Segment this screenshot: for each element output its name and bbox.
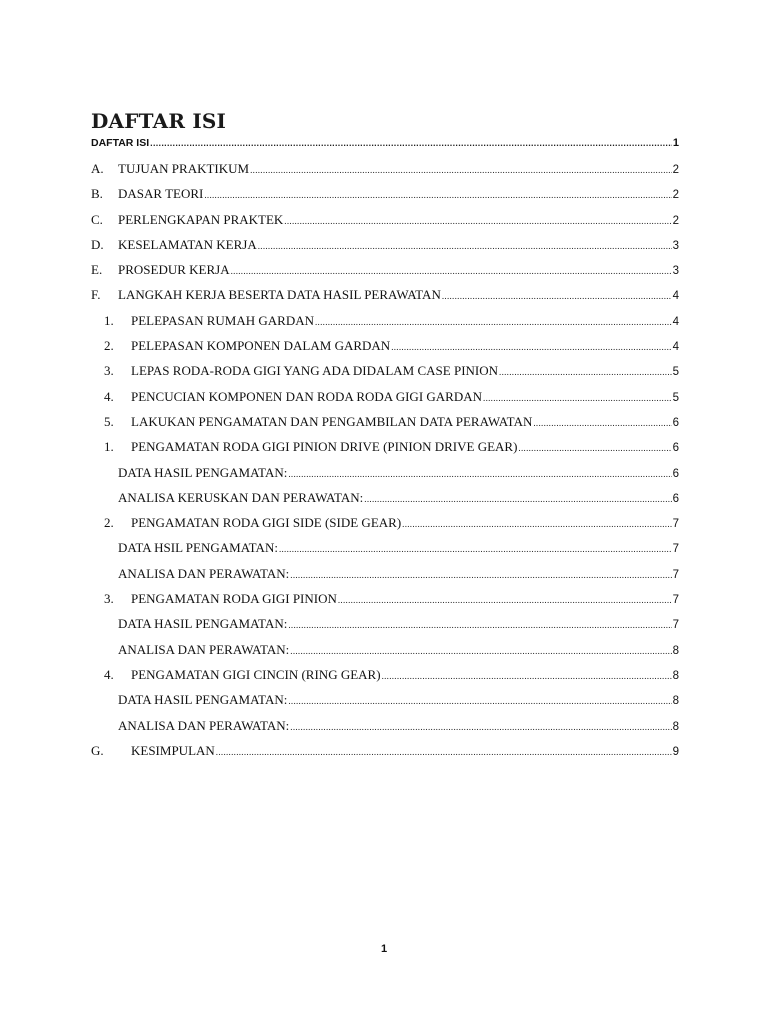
- toc-entry-page: 5: [672, 366, 679, 379]
- toc-entry-label: DATA HASIL PENGAMATAN:: [118, 616, 288, 632]
- toc-entry-page: 8: [672, 669, 679, 682]
- toc-entry-page: 3: [672, 239, 679, 252]
- toc-entry-number: A.: [91, 161, 104, 176]
- toc-entry-label: TUJUAN PRAKTIKUM: [118, 161, 250, 176]
- toc-entry-page: 5: [672, 391, 679, 404]
- toc-entry-label: PENGAMATAN GIGI CINCIN (RING GEAR): [131, 666, 381, 682]
- toc-entry-label: DATA HASIL PENGAMATAN:: [118, 692, 288, 708]
- dot-leader: [258, 234, 672, 259]
- toc-entry-number: 2.: [104, 515, 114, 531]
- toc-entry[interactable]: [91, 738, 679, 763]
- toc-entry-page: 2: [672, 164, 679, 176]
- toc-entry[interactable]: [91, 434, 679, 459]
- toc-entry[interactable]: [91, 333, 679, 358]
- toc-entry-page: 6: [672, 467, 679, 480]
- toc-entry-label: PELEPASAN KOMPONEN DALAM GARDAN: [131, 338, 391, 354]
- toc-entry-label: DASAR TEORI: [118, 186, 204, 202]
- toc-entry[interactable]: [91, 207, 679, 232]
- toc-entry-page: 7: [672, 568, 679, 581]
- toc-entry-page: 6: [672, 492, 679, 505]
- toc-entry-label: PROSEDUR KERJA: [118, 262, 230, 278]
- toc-entry-page: 6: [672, 416, 679, 429]
- toc-entry-number: F.: [91, 287, 101, 303]
- toc-entry-number: 1.: [104, 439, 114, 455]
- toc-entry-label: KESIMPULAN: [131, 742, 215, 758]
- toc-entry-label: ANALISA KERUSKAN DAN PERAWATAN:: [118, 489, 364, 505]
- dot-leader: [288, 613, 671, 638]
- toc-entry[interactable]: [91, 384, 679, 409]
- toc-entry[interactable]: [91, 282, 679, 307]
- dot-leader: [338, 588, 672, 613]
- toc-entry-page: 7: [672, 619, 679, 632]
- toc-entry-page: 2: [672, 214, 679, 227]
- dot-leader: [442, 284, 672, 309]
- toc-entry[interactable]: [91, 257, 679, 282]
- dot-leader: [315, 310, 672, 335]
- toc-entry-label: ANALISA DAN PERAWATAN:: [118, 717, 290, 733]
- toc-entry[interactable]: [91, 510, 679, 535]
- toc-entry-label: LANGKAH KERJA BESERTA DATA HASIL PERAWATAN: [118, 287, 441, 303]
- toc-entry-page: 4: [672, 290, 679, 303]
- toc-entry-number: 2.: [104, 338, 114, 354]
- dot-leader: [364, 487, 671, 512]
- dot-leader: [518, 436, 671, 461]
- dot-leader: [290, 563, 671, 588]
- toc-entry-page: 4: [672, 341, 679, 354]
- toc-entry-number: E.: [91, 262, 103, 278]
- toc-entry[interactable]: [91, 561, 679, 586]
- dot-leader: [231, 259, 672, 284]
- toc-entry[interactable]: [91, 611, 679, 636]
- toc-entry-number: 5.: [104, 413, 114, 429]
- toc-entry[interactable]: [91, 358, 679, 383]
- toc-entry-page: 7: [672, 594, 679, 607]
- dot-leader: [533, 411, 671, 436]
- toc-entry-number: G.: [91, 742, 104, 758]
- toc-entry-label: PERLENGKAPAN PRAKTEK: [118, 211, 284, 227]
- toc-entry-page: 9: [672, 745, 679, 758]
- dot-leader: [290, 639, 671, 664]
- toc-entry[interactable]: [91, 586, 679, 611]
- dot-leader: [402, 512, 671, 537]
- toc-entry-page: 8: [672, 644, 679, 657]
- toc-entry[interactable]: [91, 535, 679, 560]
- dot-leader: [499, 360, 672, 385]
- dot-leader: [391, 335, 671, 360]
- dot-leader: [284, 209, 671, 234]
- toc-entry[interactable]: [91, 662, 679, 687]
- toc-entry-page: 3: [672, 265, 679, 278]
- toc-entry-label: DATA HASIL PENGAMATAN:: [118, 464, 288, 480]
- toc-entry-label: PELEPASAN RUMAH GARDAN: [131, 312, 314, 328]
- page-title: DAFTAR ISI: [91, 109, 227, 133]
- table-of-contents: [91, 131, 679, 763]
- toc-entry[interactable]: [91, 409, 679, 434]
- toc-entry-label: ANALISA DAN PERAWATAN:: [118, 641, 290, 657]
- dot-leader: [288, 689, 671, 714]
- toc-entry[interactable]: [91, 308, 679, 333]
- toc-entry-number: D.: [91, 236, 104, 252]
- toc-entry[interactable]: [91, 181, 679, 206]
- toc-entry[interactable]: [91, 460, 679, 485]
- toc-entry-page: 4: [672, 315, 679, 328]
- toc-entry-number: B.: [91, 186, 103, 202]
- toc-entry[interactable]: [91, 485, 679, 510]
- toc-entry-page: 7: [672, 518, 679, 531]
- toc-entry-label: PENGAMATAN RODA GIGI PINION: [131, 591, 337, 607]
- toc-entry-page: 2: [672, 189, 679, 202]
- toc-entry[interactable]: [91, 156, 679, 181]
- dot-leader: [279, 537, 672, 562]
- page-number: 1: [380, 943, 388, 955]
- dot-leader: [483, 386, 672, 411]
- toc-entry[interactable]: [91, 131, 679, 156]
- toc-entry-label: LAKUKAN PENGAMATAN DAN PENGAMBILAN DATA PERAWATAN: [131, 413, 533, 429]
- toc-entry[interactable]: [91, 713, 679, 738]
- toc-entry-label: DAFTAR ISI: [91, 137, 150, 149]
- toc-entry[interactable]: [91, 232, 679, 257]
- toc-entry-number: 4.: [104, 388, 114, 404]
- dot-leader: [382, 664, 672, 689]
- toc-entry-page: 1: [672, 137, 679, 149]
- toc-entry-label: PENCUCIAN KOMPONEN DAN RODA RODA GIGI GARDAN: [131, 388, 483, 404]
- toc-entry-page: 8: [672, 695, 679, 708]
- toc-entry-label: KESELAMATAN KERJA: [118, 236, 257, 252]
- toc-entry-label: LEPAS RODA-RODA GIGI YANG ADA DIDALAM CASE PINION: [131, 363, 499, 379]
- toc-entry[interactable]: [91, 637, 679, 662]
- dot-leader: [204, 183, 671, 208]
- toc-entry-label: ANALISA DAN PERAWATAN:: [118, 565, 290, 581]
- toc-entry-label: PENGAMATAN RODA GIGI PINION DRIVE (PINION DRIVE GEAR): [131, 439, 518, 455]
- toc-entry-number: 4.: [104, 666, 114, 682]
- dot-leader: [216, 740, 672, 765]
- toc-entry-label: DATA HSIL PENGAMATAN:: [118, 540, 278, 556]
- toc-entry-page: 6: [672, 442, 679, 455]
- dot-leader: [150, 131, 672, 156]
- toc-entry-number: C.: [91, 211, 103, 227]
- toc-entry-number: 3.: [104, 363, 114, 379]
- toc-entry-number: 1.: [104, 312, 114, 328]
- toc-entry-page: 8: [672, 720, 679, 733]
- dot-leader: [290, 715, 671, 740]
- dot-leader: [288, 462, 671, 487]
- toc-entry-page: 7: [672, 543, 679, 556]
- toc-entry-label: PENGAMATAN RODA GIGI SIDE (SIDE GEAR): [131, 515, 402, 531]
- dot-leader: [250, 158, 672, 183]
- toc-entry[interactable]: [91, 687, 679, 712]
- toc-entry-number: 3.: [104, 591, 114, 607]
